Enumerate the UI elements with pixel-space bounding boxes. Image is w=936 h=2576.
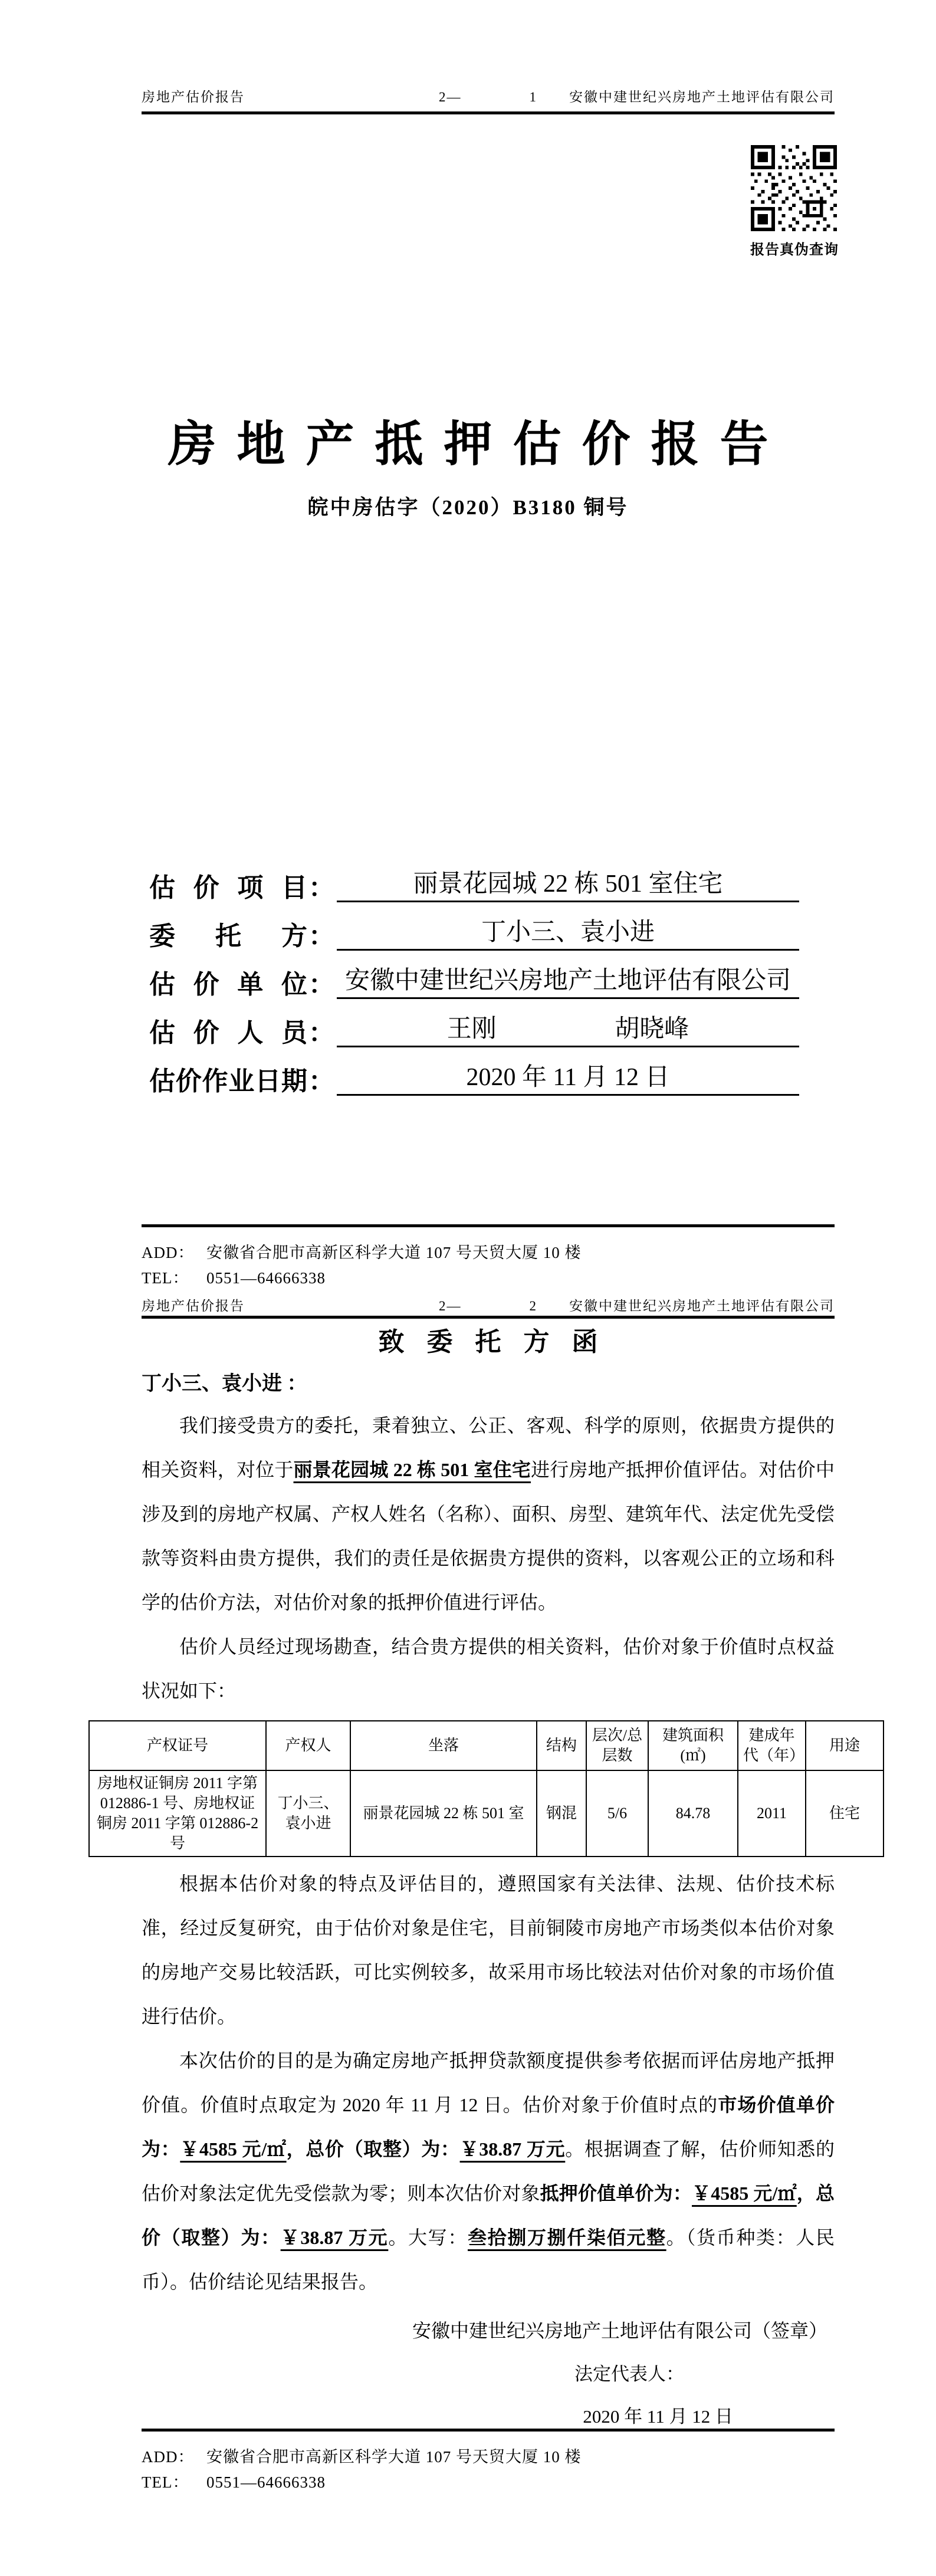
field-colon: ： bbox=[308, 1066, 334, 1096]
letter-paragraph-2 bbox=[142, 1625, 835, 1713]
qr-code-icon bbox=[751, 145, 837, 231]
footer-rule bbox=[142, 1224, 835, 1227]
letter-to-client bbox=[96, 1327, 860, 2438]
cover-fields bbox=[149, 854, 799, 1096]
table-header-floor: 层次/总层数 bbox=[586, 1721, 648, 1770]
footer-address: 安徽省合肥市高新区科学大道 107 号天贸大厦 10 楼 bbox=[206, 1244, 582, 1261]
table-cell-area: 84.78 bbox=[648, 1770, 738, 1857]
qr-block bbox=[750, 145, 838, 258]
footer-tel-line bbox=[142, 2470, 835, 2495]
table-cell-use: 住宅 bbox=[806, 1770, 884, 1857]
field-date bbox=[149, 1047, 799, 1096]
field-project bbox=[149, 854, 799, 902]
table-header-use: 用途 bbox=[806, 1721, 884, 1770]
appraiser-name-1: 王刚 bbox=[446, 1015, 497, 1043]
letter-paragraph-4 bbox=[142, 2039, 835, 2304]
table-cell-year: 2011 bbox=[738, 1770, 806, 1857]
table-cell-owner: 丁小三、袁小进 bbox=[266, 1770, 350, 1857]
header-page-number bbox=[439, 1297, 537, 1315]
signature-legal-rep: 法定代表人： bbox=[574, 2364, 684, 2384]
text-run: ￥38.87 万元 bbox=[280, 2227, 389, 2248]
header-page-num: 2 bbox=[529, 1299, 537, 1313]
field-date-value: 2020 年 11 月 12 日 bbox=[337, 1063, 799, 1096]
text-run: 估价人员经过现场勘查，结合贵方提供的相关资料，估价对象于价值时点权益状况如下： bbox=[142, 1636, 835, 1701]
footer-address-line bbox=[142, 1240, 835, 1266]
field-agency-label: 估价单位 bbox=[149, 970, 307, 999]
page1-running-header bbox=[142, 88, 835, 106]
field-client-label: 委托方 bbox=[149, 921, 307, 951]
header-company-name: 安徽中建世纪兴房地产土地评估有限公司 bbox=[569, 90, 835, 104]
field-date-label: 估价作业日期 bbox=[149, 1066, 307, 1096]
text-run: ￥38.87 万元 bbox=[459, 2138, 566, 2160]
letter-paragraph-3 bbox=[142, 1862, 835, 2039]
field-project-label: 估价项目 bbox=[149, 873, 307, 902]
table-header-year: 建成年代（年） bbox=[738, 1721, 806, 1770]
letter-paragraph-1 bbox=[142, 1404, 835, 1625]
table-header-cert-no: 产权证号 bbox=[89, 1721, 266, 1770]
field-appraisers-label: 估价人员 bbox=[149, 1018, 307, 1047]
field-appraisers bbox=[149, 999, 799, 1047]
footer-tel-label: TEL： bbox=[142, 1269, 189, 1287]
text-run: 总价（取整）为： bbox=[306, 2138, 460, 2160]
header-rule bbox=[142, 1316, 835, 1319]
field-colon: ： bbox=[308, 873, 334, 902]
text-run: 抵押价值单价为： bbox=[540, 2183, 692, 2204]
text-run: 。根据调查了解，估价师知悉的估价对象法定优先受偿款为零；则本次估价对象 bbox=[142, 2138, 835, 2204]
footer-tel: 0551—64666338 bbox=[206, 1269, 326, 1287]
field-colon: ： bbox=[308, 921, 334, 951]
table-cell-location: 丽景花园城 22 栋 501 室 bbox=[350, 1770, 537, 1857]
field-appraisers-value bbox=[337, 1014, 799, 1047]
page2-footer bbox=[142, 2429, 835, 2495]
footer-tel: 0551—64666338 bbox=[206, 2473, 326, 2491]
letter-salutation: 丁小三、袁小进 ： bbox=[142, 1373, 307, 1395]
header-page-number bbox=[439, 88, 537, 106]
appraiser-name-2: 胡晓峰 bbox=[615, 1015, 689, 1043]
letter-title: 致委托方函 bbox=[378, 1328, 620, 1356]
field-colon: ： bbox=[308, 1018, 334, 1047]
text-run: 。（货币种类：人民币）。估价结论见结果报告。 bbox=[142, 2227, 835, 2292]
report-title: 房地产抵押估价报告 bbox=[168, 417, 789, 471]
header-page-prefix: 2— bbox=[439, 90, 462, 104]
table-header-structure: 结构 bbox=[537, 1721, 586, 1770]
field-agency-value: 安徽中建世纪兴房地产土地评估有限公司 bbox=[337, 966, 799, 999]
text-run: 。大写： bbox=[388, 2227, 468, 2248]
field-client bbox=[149, 902, 799, 951]
table-row bbox=[89, 1770, 884, 1857]
footer-add-label: ADD： bbox=[142, 2448, 195, 2466]
footer-tel-label: TEL： bbox=[142, 2473, 189, 2491]
page1-footer bbox=[142, 1224, 835, 1291]
field-project-value: 丽景花园城 22 栋 501 室住宅 bbox=[337, 869, 799, 902]
footer-address-line bbox=[142, 2444, 835, 2470]
qr-caption: 报告真伪查询 bbox=[750, 242, 839, 258]
header-company-name: 安徽中建世纪兴房地产土地评估有限公司 bbox=[569, 1299, 835, 1313]
header-page-num: 1 bbox=[529, 90, 537, 104]
page2-running-header bbox=[142, 1297, 835, 1315]
table-header-location: 坐落 bbox=[350, 1721, 537, 1770]
text-run: 进行房地产抵押价值评估。对估价中涉及到的房地产权属、产权人姓名（名称）、面积、房型、建筑年代、法定优先受偿款等资料由贵方提供，我们的责任是依据贵方提供的资料，以客观公正的立场和科学的估价方法，对估价对象的抵押价值进行评估。 bbox=[142, 1459, 835, 1613]
table-cell-cert-no: 房地权证铜房 2011 字第 012886-1 号、房地权证铜房 2011 字第 012886-2 号 bbox=[89, 1770, 266, 1857]
field-colon: ： bbox=[308, 970, 334, 999]
property-rights-table bbox=[88, 1720, 884, 1857]
field-agency bbox=[149, 951, 799, 999]
header-doc-type: 房地产估价报告 bbox=[142, 90, 245, 104]
table-header-owner: 产权人 bbox=[266, 1721, 350, 1770]
text-run: 叁拾捌万捌仟柒佰元整 bbox=[468, 2227, 666, 2248]
text-run: 总价（取整）为： bbox=[142, 2183, 835, 2248]
header-page-prefix: 2— bbox=[439, 1299, 462, 1313]
text-run: ￥4585 元/㎡ bbox=[180, 2138, 287, 2160]
text-run: ， bbox=[286, 2138, 306, 2160]
footer-rule bbox=[142, 2429, 835, 2432]
text-run: 我们接受贵方的委托，秉着独立、公正、客观、科学的原则，依据贵方提供的相关资料，对位于 bbox=[142, 1415, 835, 1480]
header-doc-type: 房地产估价报告 bbox=[142, 1299, 245, 1313]
text-run: ， bbox=[796, 2183, 816, 2204]
table-cell-floor: 5/6 bbox=[586, 1770, 648, 1857]
table-cell-structure: 钢混 bbox=[537, 1770, 586, 1857]
signature-company: 安徽中建世纪兴房地产土地评估有限公司（签章） bbox=[412, 2320, 827, 2341]
report-number: 皖中房估字（2020）B3180 铜号 bbox=[307, 496, 629, 519]
footer-add-label: ADD： bbox=[142, 1244, 195, 1261]
header-rule bbox=[142, 111, 835, 114]
footer-address: 安徽省合肥市高新区科学大道 107 号天贸大厦 10 楼 bbox=[206, 2448, 582, 2466]
text-run: 根据本估价对象的特点及评估目的，遵照国家有关法律、法规、估价技术标准，经过反复研究，由于估价对象是住宅，目前铜陵市房地产市场类似本估价对象的房地产交易比较活跃，可比实例较多，故采用市场比较法对估价对象的市场价值进行估价。 bbox=[142, 1873, 835, 2027]
table-header-area: 建筑面积(㎡) bbox=[648, 1721, 738, 1770]
text-run: ￥4585 元/㎡ bbox=[692, 2183, 797, 2204]
footer-tel-line bbox=[142, 1266, 835, 1291]
table-header-row bbox=[89, 1721, 884, 1770]
text-run: 市场价值单价为： bbox=[142, 2094, 835, 2160]
text-run: 丽景花园城 22 栋 501 室住宅 bbox=[293, 1459, 531, 1480]
field-client-value: 丁小三、袁小进 bbox=[337, 918, 799, 951]
text-run: 本次估价的目的是为确定房地产抵押贷款额度提供参考依据而评估房地产抵押价值。价值时点取定为 2020 年 11 月 12 日。估价对象于价值时点的 bbox=[142, 2050, 835, 2115]
signature-date: 2020 年 11 月 12 日 bbox=[583, 2406, 733, 2427]
